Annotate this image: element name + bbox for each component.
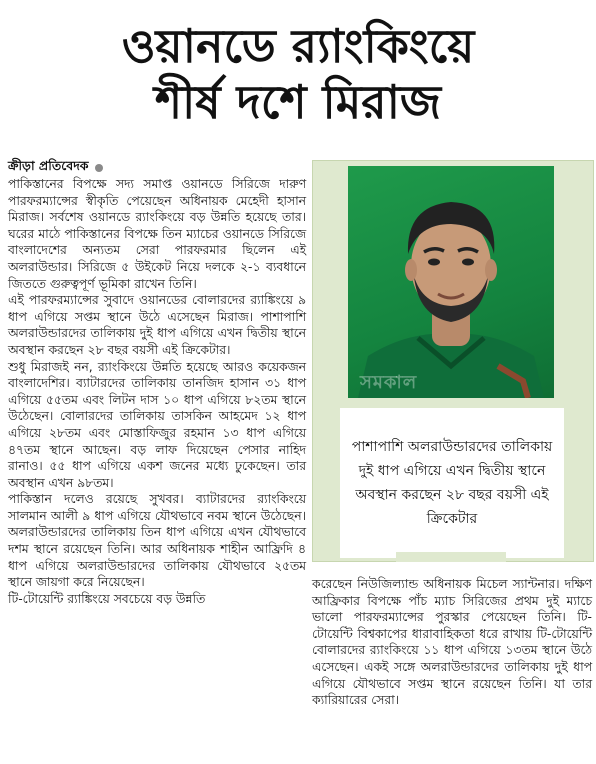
article-column-1	[8, 176, 306, 607]
paragraph: টি-টোয়েন্টি র‌্যাঙ্কিংয়ে সবচেয়ে বড় উন্নতি	[8, 591, 206, 606]
photo-caption	[340, 408, 564, 558]
headline-line-1: ওয়ানডে র‌্যাংকিংয়ে	[121, 19, 475, 73]
paragraph: এই পারফরম্যান্সের সুবাদে ওয়ানডের বোলারদের র‌্যাঙ্কিংয়ে ৯ ধাপ এগিয়ে সপ্তম স্থানে উঠে এসেছেন মিরাজ। পাশাপাশি অলরাউন্ডারদের তালিকায় দুই ধাপ এগিয়ে এখন দ্বিতীয় স্থানে অবস্থান করছেন ২৮ বছর বয়সী এই ক্রিকেটার।	[8, 293, 306, 357]
byline	[8, 158, 103, 178]
byline-text: ক্রীড়া প্রতিবেদক	[8, 158, 89, 173]
box-foot-tab	[396, 552, 506, 562]
player-portrait-icon	[348, 166, 554, 398]
paragraph: পাকিস্তানের বিপক্ষে সদ্য সমাপ্ত ওয়ানডে সিরিজে দারুণ পারফরম্যান্সের স্বীকৃতি পেয়েছেন অধিনায়ক মেহেদী হাসান মিরাজ। সর্বশেষ ওয়ানডে র‌্যাংকিংয়ে বড় উন্নতি হয়েছে তার। ঘরের মাঠে পাকিস্তানের বিপক্ষে তিন ম্যাচের ওয়ানডে সিরিজে বাংলাদেশের অন্যতম সেরা পারফরমার ছিলেন এই অলরাউন্ডার। সিরিজে ৫ উইকেট নিয়ে দলকে ২-১ ব্যবধানে জিততে গুরুত্বপূর্ণ ভূমিকা রাখেন তিনি।	[8, 177, 306, 291]
caption-text: পাশাপাশি অলরাউন্ডারদের তালিকায় দুই ধাপ এগিয়ে এখন দ্বিতীয় স্থানে অবস্থান করছেন ২৮ বছর বয়সী এই ক্রিকেটার	[351, 439, 553, 527]
watermark: সমকাল	[360, 372, 418, 393]
byline-bullet-icon	[95, 164, 103, 172]
headline-line-2: শীর্ষ দশে মিরাজ	[154, 75, 442, 129]
paragraph: শুধু মিরাজই নন, র‌্যাংকিংয়ে উন্নতি হয়েছে আরও কয়েকজন বাংলাদেশির। ব্যাটারদের তালিকায় তানজিদ হাসান ৩১ ধাপ এগিয়ে ৫৫তম এবং লিটন দাস ১০ ধাপ এগিয়ে ৮২তম স্থানে উঠেছেন। বোলারদের তালিকায় তাসকিন আহমেদ ১২ ধাপ এগিয়ে ২৮তম এবং মোস্তাফিজুর রহমান ১৩ ধাপ এগিয়ে ৪৭তম স্থানে আছেন। বড় লাফ দিয়েছেন পেসার নাহিদ রানাও। ৫৫ ধাপ এগিয়ে একশ জনের মধ্যে ঢুকেছেন। তার অবস্থান এখন ৯৮তম।	[8, 359, 306, 490]
article-column-2	[312, 576, 592, 709]
headline	[0, 18, 596, 130]
paragraph: পাকিস্তান দলেও রয়েছে সুখবর। ব্যাটারদের র‌্যাংকিংয়ে সালমান আলী ৯ ধাপ এগিয়ে যৌথভাবে নবম স্থানে উঠেছেন। অলরাউন্ডারদের তালিকায় তিন ধাপ এগিয়ে এখন যৌথভাবে দশম স্থানে রয়েছেন তিনি। আর অধিনায়ক শাহীন আফ্রিদি ৪ ধাপ এগিয়ে অলরাউন্ডারদের তালিকায় যৌথভাবে ২৫তম স্থানে জায়গা করে নিয়েছেন।	[8, 492, 306, 590]
paragraph: করেছেন নিউজিল্যান্ড অধিনায়ক মিচেল স্যান্টনার। দক্ষিণ আফ্রিকার বিপক্ষে পাঁচ ম্যাচ সিরিজের প্রথম দুই ম্যাচে ভালো পারফরম্যান্সের পুরস্কার পেয়েছেন তিনি। টি-টোয়েন্টি বিশ্বকাপের ধারাবাহিকতা ধরে রাখায় টি-টোয়েন্টি বোলারদের র‌্যাংকিংয়ে ১১ ধাপ এগিয়ে ১৩তম স্থানে উঠে এসেছেন। একই সঙ্গে অলরাউন্ডারদের তালিকায় দুই ধাপ এগিয়ে যৌথভাবে সপ্তম স্থানে রয়েছেন তিনি। যা তার ক্যারিয়ারের সেরা।	[312, 577, 592, 708]
player-photo	[348, 166, 554, 398]
